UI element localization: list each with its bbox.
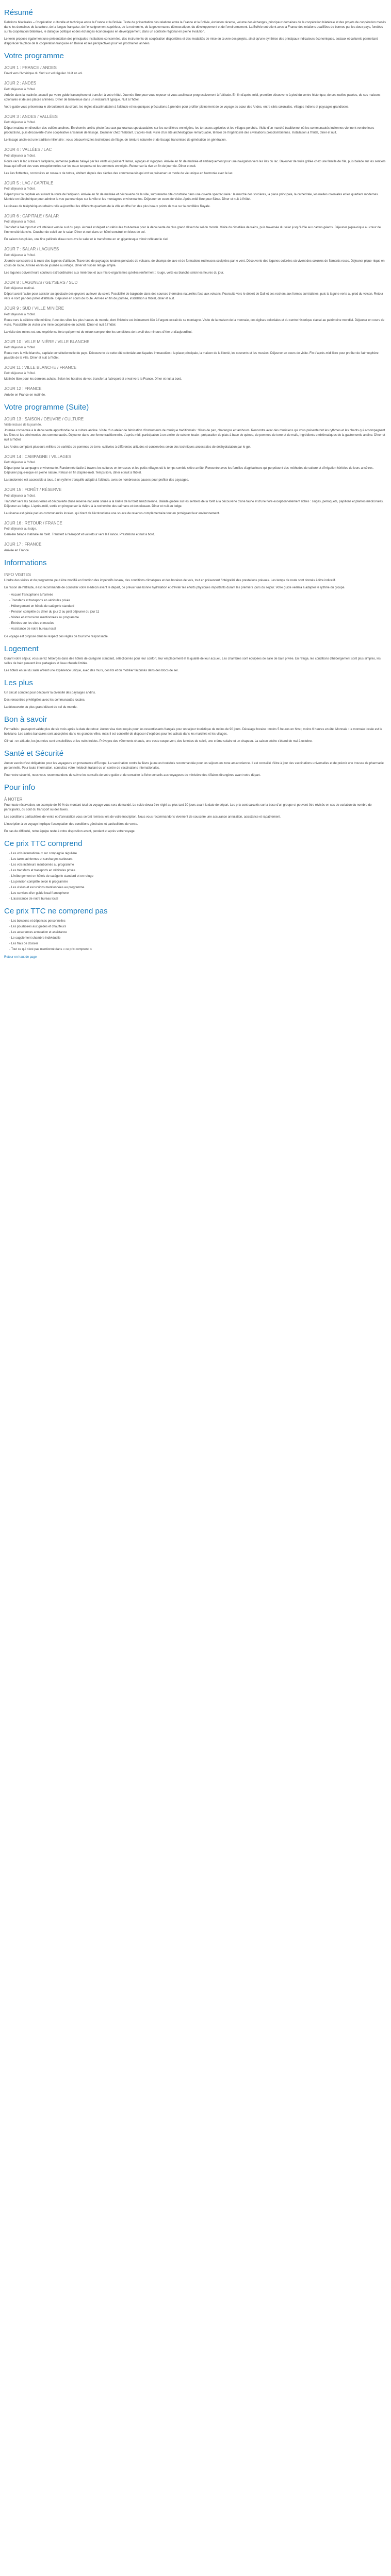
meta-line: Petit déjeuner à l'hôtel. bbox=[4, 494, 36, 498]
section-title: Les plus bbox=[4, 679, 33, 688]
document bbox=[0, 0, 391, 970]
list-item: - Transferts et transports en véhicules privés bbox=[9, 599, 387, 603]
paragraph: Les îles flottantes, construites en roseaux de totora, abritent depuis des siècles des communautés qui ont su préserver un mode de vie unique en harmonie avec le lac. bbox=[4, 172, 234, 175]
section-title: Informations bbox=[4, 558, 47, 567]
paragraph: Départ pour la capitale en suivant la route de l'altiplano. Arrivée en fin de matinée et découverte de la ville, surprenante cité construite dans une cuvette spectaculaire : le marché des sorcières, la place principale, la cathédrale, les ruelles coloniales et les quartiers modernes. Montée en téléphérique pour admirer la vue panoramique sur la ville et les montagnes environnantes. Déjeuner en cours de visite. Après-midi libre pour flâner. Dîner et nuit à l'hôtel. bbox=[4, 193, 379, 201]
meta-line: Petit déjeuner à l'hôtel. bbox=[4, 154, 36, 158]
paragraph: Matinée libre pour les derniers achats. Selon les horaires de vol, transfert à l'aéroport et envol vers la France. Dîner et nuit à bord. bbox=[4, 378, 182, 381]
section-title: Votre programme (Suite) bbox=[4, 402, 89, 412]
list-item: - Les frais de dossier bbox=[9, 942, 387, 946]
paragraph: Formalités : passeport valide plus de six mois après la date de retour. Aucun visa n'est requis pour les ressortissants français pour un séjour touristique de moins de 90 jours. Décalage horaire : moins 5 heures en hiver, moins 6 heures en été. Monnaie : la monnaie locale est le boliviano. Les cartes bancaires sont acceptées dans les grandes villes, mais il est conseillé de disposer d'espèces pour les achats dans les marchés et les villages. bbox=[4, 728, 382, 736]
day-heading: JOUR 4 : VALLÉES / LAC bbox=[4, 147, 52, 152]
section-title: Bon à savoir bbox=[4, 715, 47, 724]
paragraph: Route vers la célèbre ville minière, l'une des villes les plus hautes du monde, dont l'histoire est intimement liée à l'argent extrait de sa montagne. Visite de la maison de la monnaie, des églises coloniales et du centre historique classé au patrimoine mondial. Déjeuner en cours de visite. Possibilité de visiter une mine coopérative en activité. Dîner et nuit à l'hôtel. bbox=[4, 318, 385, 327]
day-heading: JOUR 2 : ANDES bbox=[4, 81, 37, 86]
paragraph: Route vers le lac à travers l'altiplano, immense plateau balayé par les vents où paissent lamas, alpagas et vigognes. Arrivée en fin de matinée et embarquement pour une navigation vers les îles du lac. Déjeuner de truite grillée chez une famille de l'île, puis balade sur les sentiers incas qui offrent des vues exceptionnelles sur les eaux turquoise et les sommets enneigés. Retour sur la rive en fin de journée. Dîner et nuit. bbox=[4, 160, 386, 168]
list-item: - Le supplément chambre individuelle bbox=[9, 936, 387, 941]
list-item: - Accueil francophone à l'arrivée bbox=[9, 593, 387, 598]
section bbox=[4, 679, 387, 710]
paragraph: Transfert vers les basses terres et découverte d'une réserve naturelle située à la lisière de la forêt amazonienne. Balade guidée sur les sentiers de la forêt à la découverte d'une faune et d'une flore exceptionnellement riches : singes, perroquets, papillons et plantes médicinales. Déjeuner au lodge. L'après-midi, sortie en pirogue sur la rivière à la recherche des caïmans et des oiseaux. Dîner et nuit au lodge. bbox=[4, 500, 384, 508]
list-item: - Assistance de notre bureau local bbox=[9, 627, 387, 632]
paragraph: En saison des pluies, une fine pellicule d'eau recouvre le salar et le transforme en un gigantesque miroir reflétant le ciel. bbox=[4, 238, 169, 242]
link-paragraph bbox=[4, 955, 387, 960]
paragraph: Les lagunes doivent leurs couleurs extraordinaires aux minéraux et aux micro-organismes qu'elles renferment : rouge, verte ou blanche selon les heures du jour. bbox=[4, 271, 224, 275]
day-heading: JOUR 15 : FORÊT / RÉSERVE bbox=[4, 487, 62, 493]
list-item: - Les vols internationaux sur compagnie régulière bbox=[9, 852, 387, 856]
day-heading: JOUR 13 : SAISON / OEUVRE / CULTURE bbox=[4, 416, 84, 421]
list-item: - L'hébergement en hôtels de catégorie standard et en refuge bbox=[9, 874, 387, 879]
meta-line: Petit déjeuner à l'hôtel. bbox=[4, 346, 36, 349]
paragraph: Un circuit complet pour découvrir la diversité des paysages andins. bbox=[4, 691, 96, 695]
day-heading: À NOTER bbox=[4, 797, 23, 802]
day-heading: JOUR 16 : RETOUR / FRANCE bbox=[4, 520, 62, 526]
paragraph: Relations bilatérales – Coopération culturelle et technique entre la France et la Bolivie. Texte de présentation des relations entre la France et la Bolivie, évolution récente, volume des échanges, principaux domaines de la coopération bilatérale et des projets de coopération menés dans les domaines de la culture, de la langue française, de l'enseignement supérieur, de la recherche, de la gouvernance démocratique, du développement et de l'environnement. La Bolivie entretient avec la France des relations qualifiées de bonnes par les deux pays, fondées sur la coopération bilatérale, le dialogue politique et des échanges économiques en développement, dans un contexte régional en pleine évolution. bbox=[4, 21, 386, 33]
paragraph: Arrivée en France en matinée. bbox=[4, 393, 46, 397]
section bbox=[4, 839, 387, 902]
paragraph: Le texte propose également une présentation des principales institutions concernées, des instruments de coopération disponibles et des modalités de mise en œuvre des projets, ainsi qu'une synthèse des principaux indicateurs économiques, sociaux et culturels permettant d'apprécier la place de la coopération française en Bolivie et ses perspectives pour les prochaines années. bbox=[4, 38, 378, 45]
day-heading: JOUR 10 : VILLE MINIÈRE / VILLE BLANCHE bbox=[4, 339, 90, 344]
paragraph: La randonnée est accessible à tous, à un rythme tranquille adapté à l'altitude, avec de nombreuses pauses pour profiter des paysages. bbox=[4, 479, 189, 482]
day-heading: JOUR 14 : CAMPAGNE / VILLAGES bbox=[4, 454, 72, 460]
paragraph: L'ordre des visites et du programme peut être modifié en fonction des impératifs locaux, des conditions climatiques et des horaires de vols, tout en préservant l'intégralité des prestations prévues. Les temps de route sont donnés à titre indicatif. bbox=[4, 579, 336, 583]
section bbox=[4, 907, 387, 960]
bullet-list bbox=[4, 593, 387, 632]
section bbox=[4, 715, 387, 744]
list-item: - Entrées sur les sites et musées bbox=[9, 621, 387, 626]
day-heading: JOUR 11 : VILLE BLANCHE / FRANCE bbox=[4, 365, 77, 370]
paragraph: Journée consacrée à la route des lagunes d'altitude. Traversée de paysages lunaires ponctués de volcans, de champs de lave et de formations rocheuses sculptées par le vent. Découverte des lagunes colorées où vivent des colonies de flamants roses. Déjeuner pique-nique en cours de route. Arrivée en fin de journée au refuge. Dîner et nuit en refuge simple. bbox=[4, 259, 385, 267]
list-item: - Les services d'un guide local francophone bbox=[9, 891, 387, 896]
paragraph: Le tissage andin est une tradition millénaire : vous découvrirez les techniques de filage, de teinture naturelle et de tissage transmises de génération en génération. bbox=[4, 139, 227, 142]
day-heading: JOUR 9 : SUD / VILLE MINIÈRE bbox=[4, 306, 64, 311]
list-item: - La pension complète selon le programme bbox=[9, 880, 387, 885]
section-title: Santé et Sécurité bbox=[4, 749, 64, 758]
list-item: - Les taxes aériennes et surcharges carburant bbox=[9, 857, 387, 862]
paragraph: Journée consacrée à la découverte approfondie de la culture andine. Visite d'un atelier de fabrication d'instruments de musique traditionnels : flûtes de pan, charangos et tambours. Rencontre avec des musiciens qui vous présenteront les rythmes et les chants qui accompagnent les fêtes et les cérémonies des communautés. Déjeuner dans une ferme traditionnelle. L'après-midi, participation à un atelier de cuisine locale : préparation de plats à base de quinoa, de pommes de terre et de maïs, ingrédients emblématiques de la gastronomie andine. Dîner et nuit à l'hôtel. bbox=[4, 429, 385, 442]
day-heading: JOUR 1 : FRANCE / ANDES bbox=[4, 65, 57, 70]
list-item: - Hébergement en hôtels de catégorie standard bbox=[9, 604, 387, 609]
paragraph: Des rencontres privilégiées avec les communautés locales. bbox=[4, 699, 86, 702]
meta-line: Visite incluse de la journée. bbox=[4, 423, 42, 427]
day-heading: JOUR 6 : CAPITALE / SALAR bbox=[4, 213, 59, 218]
meta-line: Petit déjeuner à l'hôtel. bbox=[4, 121, 36, 125]
paragraph: Aucun vaccin n'est obligatoire pour les voyageurs en provenance d'Europe. La vaccination contre la fièvre jaune est toutefois recommandée pour les séjours en zone amazonienne. Il est conseillé d'être à jour des vaccinations universelles et de prévoir une trousse de pharmacie personnelle. Pour toute information, consultez votre médecin traitant ou un centre de vaccinations internationales. bbox=[4, 762, 384, 770]
section bbox=[4, 8, 387, 46]
paragraph: Dernière balade matinale en forêt. Transfert à l'aéroport et vol retour vers la France. Prestations et nuit à bord. bbox=[4, 533, 155, 537]
meta-line: Petit déjeuner à l'hôtel. bbox=[4, 221, 36, 224]
section-title: Ce prix TTC ne comprend pas bbox=[4, 907, 108, 916]
section bbox=[4, 645, 387, 673]
day-heading: JOUR 7 : SALAR / LAGUNES bbox=[4, 247, 59, 252]
day-heading: JOUR 12 : FRANCE bbox=[4, 386, 42, 392]
list-item: - Les boissons et dépenses personnelles bbox=[9, 919, 387, 924]
paragraph: Les Andes comptent plusieurs milliers de variétés de pommes de terre, cultivées à différentes altitudes et conservées selon des techniques ancestrales de déshydratation par le gel. bbox=[4, 446, 251, 449]
list-item: - Les pourboires aux guides et chauffeurs bbox=[9, 925, 387, 929]
list-item: - Visites et excursions mentionnées au programme bbox=[9, 616, 387, 620]
paragraph: Les hôtels en sel du salar offrent une expérience unique, avec des murs, des lits et du mobilier façonnés dans des blocs de sel. bbox=[4, 669, 179, 673]
section-title: Logement bbox=[4, 645, 39, 654]
paragraph: Durant votre séjour, vous serez hébergés dans des hôtels de catégorie standard, sélectionnés pour leur confort, leur emplacement et la qualité de leur accueil. Les chambres sont équipées de salle de bain privée. En refuge, les conditions d'hébergement sont plus simples, les salles de bain peuvent être partagées et l'eau chaude limitée. bbox=[4, 657, 381, 666]
day-heading: INFO VISITES bbox=[4, 572, 31, 577]
list-item: - Pension complète du dîner du jour 2 au petit déjeuner du jour 11 bbox=[9, 610, 387, 615]
meta-line: Petit déjeuner à l'hôtel. bbox=[4, 313, 36, 316]
paragraph: La réserve est gérée par les communautés locales, qui tirent de l'écotourisme une source de revenus complémentaire tout en protégeant leur environnement. bbox=[4, 512, 220, 515]
day-heading: JOUR 8 : LAGUNES / GEYSERS / SUD bbox=[4, 280, 78, 285]
section bbox=[4, 749, 387, 778]
meta-line: Petit déjeuner à l'hôtel. bbox=[4, 88, 36, 91]
section bbox=[4, 558, 387, 639]
day-heading: JOUR 3 : ANDES / VALLÉES bbox=[4, 114, 58, 119]
paragraph: La visite des mines est une expérience forte qui permet de mieux comprendre les conditions de travail des mineurs d'hier et d'aujourd'hui. bbox=[4, 330, 192, 334]
section-title: Ce prix TTC comprend bbox=[4, 839, 83, 849]
list-item: - Les visites et excursions mentionnées au programme bbox=[9, 886, 387, 890]
paragraph: Pour votre sécurité, nous vous recommandons de suivre les conseils de votre guide et de consulter la fiche conseils aux voyageurs du ministère des Affaires étrangères avant votre départ. bbox=[4, 774, 261, 777]
back-to-top-link[interactable]: Retour en haut de page bbox=[4, 956, 37, 959]
meta-line: Petit déjeuner à l'hôtel. bbox=[4, 372, 36, 376]
paragraph: Départ pour la campagne environnante. Randonnée facile à travers les cultures en terrasses et les petits villages où le temps semble s'être arrêté. Rencontre avec les familles d'agriculteurs qui perpétuent des méthodes de culture et d'irrigation héritées de leurs ancêtres. Déjeuner pique-nique en pleine nature. Retour en fin d'après-midi. Temps libre, dîner et nuit à l'hôtel. bbox=[4, 467, 374, 475]
list-item: - Les transferts et transports en véhicules privés bbox=[9, 869, 387, 873]
paragraph: Départ avant l'aube pour assister au spectacle des geysers au lever du soleil. Possibilité de baignade dans des sources thermales naturelles face aux volcans. Poursuite vers le désert de Dali et ses rochers aux formes surréalistes, puis la lagune verte au pied du volcan. Retour vers le nord par des pistes d'altitude. Déjeuner en cours de route. Arrivée en fin de journée, installation à l'hôtel, dîner et nuit. bbox=[4, 293, 383, 301]
paragraph: Transfert à l'aéroport et vol intérieur vers le sud du pays. Accueil et départ en véhicules tout-terrain pour la découverte du plus grand désert de sel du monde. Visite du cimetière de trains, puis traversée du salar jusqu'à l'île aux cactus géants. Déjeuner pique-nique au cœur de l'immensité blanche. Coucher de soleil sur le salar. Dîner et nuit dans un hôtel construit en blocs de sel. bbox=[4, 226, 381, 234]
bullet-list bbox=[4, 852, 387, 902]
paragraph: Départ matinal en direction des vallées andines. En chemin, arrêts photo face aux panoramas spectaculaires sur les cordillères enneigées, les terrasses agricoles et les villages perchés. Visite d'un marché traditionnel où les communautés indiennes viennent vendre leurs productions, puis découverte d'une coopérative artisanale de tissage. Déjeuner chez l'habitant. L'après-midi, visite d'un site archéologique remarquable, témoin de l'ingéniosité des civilisations précolombiennes. Installation à l'hôtel, dîner et nuit. bbox=[4, 127, 374, 135]
paragraph: En raison de l'altitude, il est recommandé de consulter votre médecin avant le départ, de prévoir une bonne hydratation et d'éviter les efforts physiques importants durant les premiers jours du séjour. Votre guide veillera à adapter le rythme du groupe. bbox=[4, 586, 346, 590]
section-title: Votre programme bbox=[4, 52, 64, 60]
paragraph: Route vers la ville blanche, capitale constitutionnelle du pays. Découverte de cette cité coloniale aux façades immaculées : la place principale, la maison de la liberté, les couvents et les musées. Déjeuner en cours de visite. Fin d'après-midi libre pour profiter de l'atmosphère paisible de la ville. Dîner et nuit à l'hôtel. bbox=[4, 351, 379, 360]
list-item: - Les assurances annulation et assistance bbox=[9, 930, 387, 935]
paragraph: Le réseau de téléphériques urbains relie aujourd'hui les différents quartiers de la ville et offre l'un des plus beaux points de vue sur la cordillère Royale. bbox=[4, 205, 210, 208]
list-item: - Les vols intérieurs mentionnés au programme bbox=[9, 863, 387, 868]
paragraph: L'inscription à ce voyage implique l'acceptation des conditions générales et particulières de vente. bbox=[4, 823, 138, 826]
paragraph: Arrivée dans la matinée, accueil par votre guide francophone et transfert à votre hôtel. Journée libre pour vous reposer et vous acclimater progressivement à l'altitude. En fin d'après-midi, première découverte à pied du centre historique, de ses ruelles pavées, de ses maisons coloniales et de ses places animées. Dîner de bienvenue dans un restaurant typique. Nuit à l'hôtel. bbox=[4, 93, 381, 101]
meta-line: Petit déjeuner à l'hôtel. bbox=[4, 461, 36, 465]
section-title: Pour info bbox=[4, 783, 36, 792]
paragraph: Climat : en altitude, les journées sont ensoleillées et les nuits froides. Prévoyez des vêtements chauds, une veste coupe-vent, des lunettes de soleil, une crème solaire et un chapeau. La saison sèche s'étend de mai à octobre. bbox=[4, 740, 313, 743]
paragraph: Arrivée en France. bbox=[4, 549, 30, 552]
day-heading: JOUR 17 : FRANCE bbox=[4, 542, 42, 547]
day-heading: JOUR 5 : LAC / CAPITALE bbox=[4, 180, 54, 185]
paragraph: Les conditions particulières de vente et d'annulation vous seront remises lors de votre inscription. Nous vous recommandons vivement de souscrire une assurance annulation, assistance et rapatriement. bbox=[4, 816, 281, 819]
meta-line: Petit déjeuner à l'hôtel. bbox=[4, 253, 36, 257]
list-item: - Tout ce qui n'est pas mentionné dans « ce prix comprend » bbox=[9, 947, 387, 952]
bullet-list bbox=[4, 919, 387, 952]
paragraph: Ce voyage est proposé dans le respect des règles de tourisme responsable. bbox=[4, 635, 109, 639]
section-title: Résumé bbox=[4, 8, 33, 17]
section bbox=[4, 52, 387, 398]
meta-line: Petit déjeuner à l'hôtel. bbox=[4, 187, 36, 191]
paragraph: En cas de difficulté, notre équipe reste à votre disposition avant, pendant et après votre voyage. bbox=[4, 830, 136, 834]
meta-line: Petit déjeuner matinal. bbox=[4, 287, 35, 291]
meta-line: Petit déjeuner au lodge. bbox=[4, 528, 37, 531]
paragraph: Pour toute réservation, un acompte de 30 % du montant total du voyage vous sera demandé. Le solde devra être réglé au plus tard 30 jours avant la date de départ. Les prix sont calculés sur la base d'un groupe et peuvent être révisés en cas de variation du nombre de participants, du coût du transport ou des taxes. bbox=[4, 804, 372, 812]
paragraph: La découverte du plus grand désert de sel du monde. bbox=[4, 706, 78, 709]
section bbox=[4, 783, 387, 834]
list-item: - L'assistance de notre bureau local bbox=[9, 897, 387, 902]
paragraph: Envol vers l'Amérique du Sud sur vol régulier. Nuit en vol. bbox=[4, 72, 83, 76]
section bbox=[4, 403, 387, 553]
paragraph: Votre guide vous présentera le déroulement du circuit, les règles d'acclimatation à l'altitude et les quelques précautions à prendre pour profiter pleinement de ce voyage au cœur des Andes, entre cités coloniales, villages indiens et paysages grandioses. bbox=[4, 105, 350, 109]
